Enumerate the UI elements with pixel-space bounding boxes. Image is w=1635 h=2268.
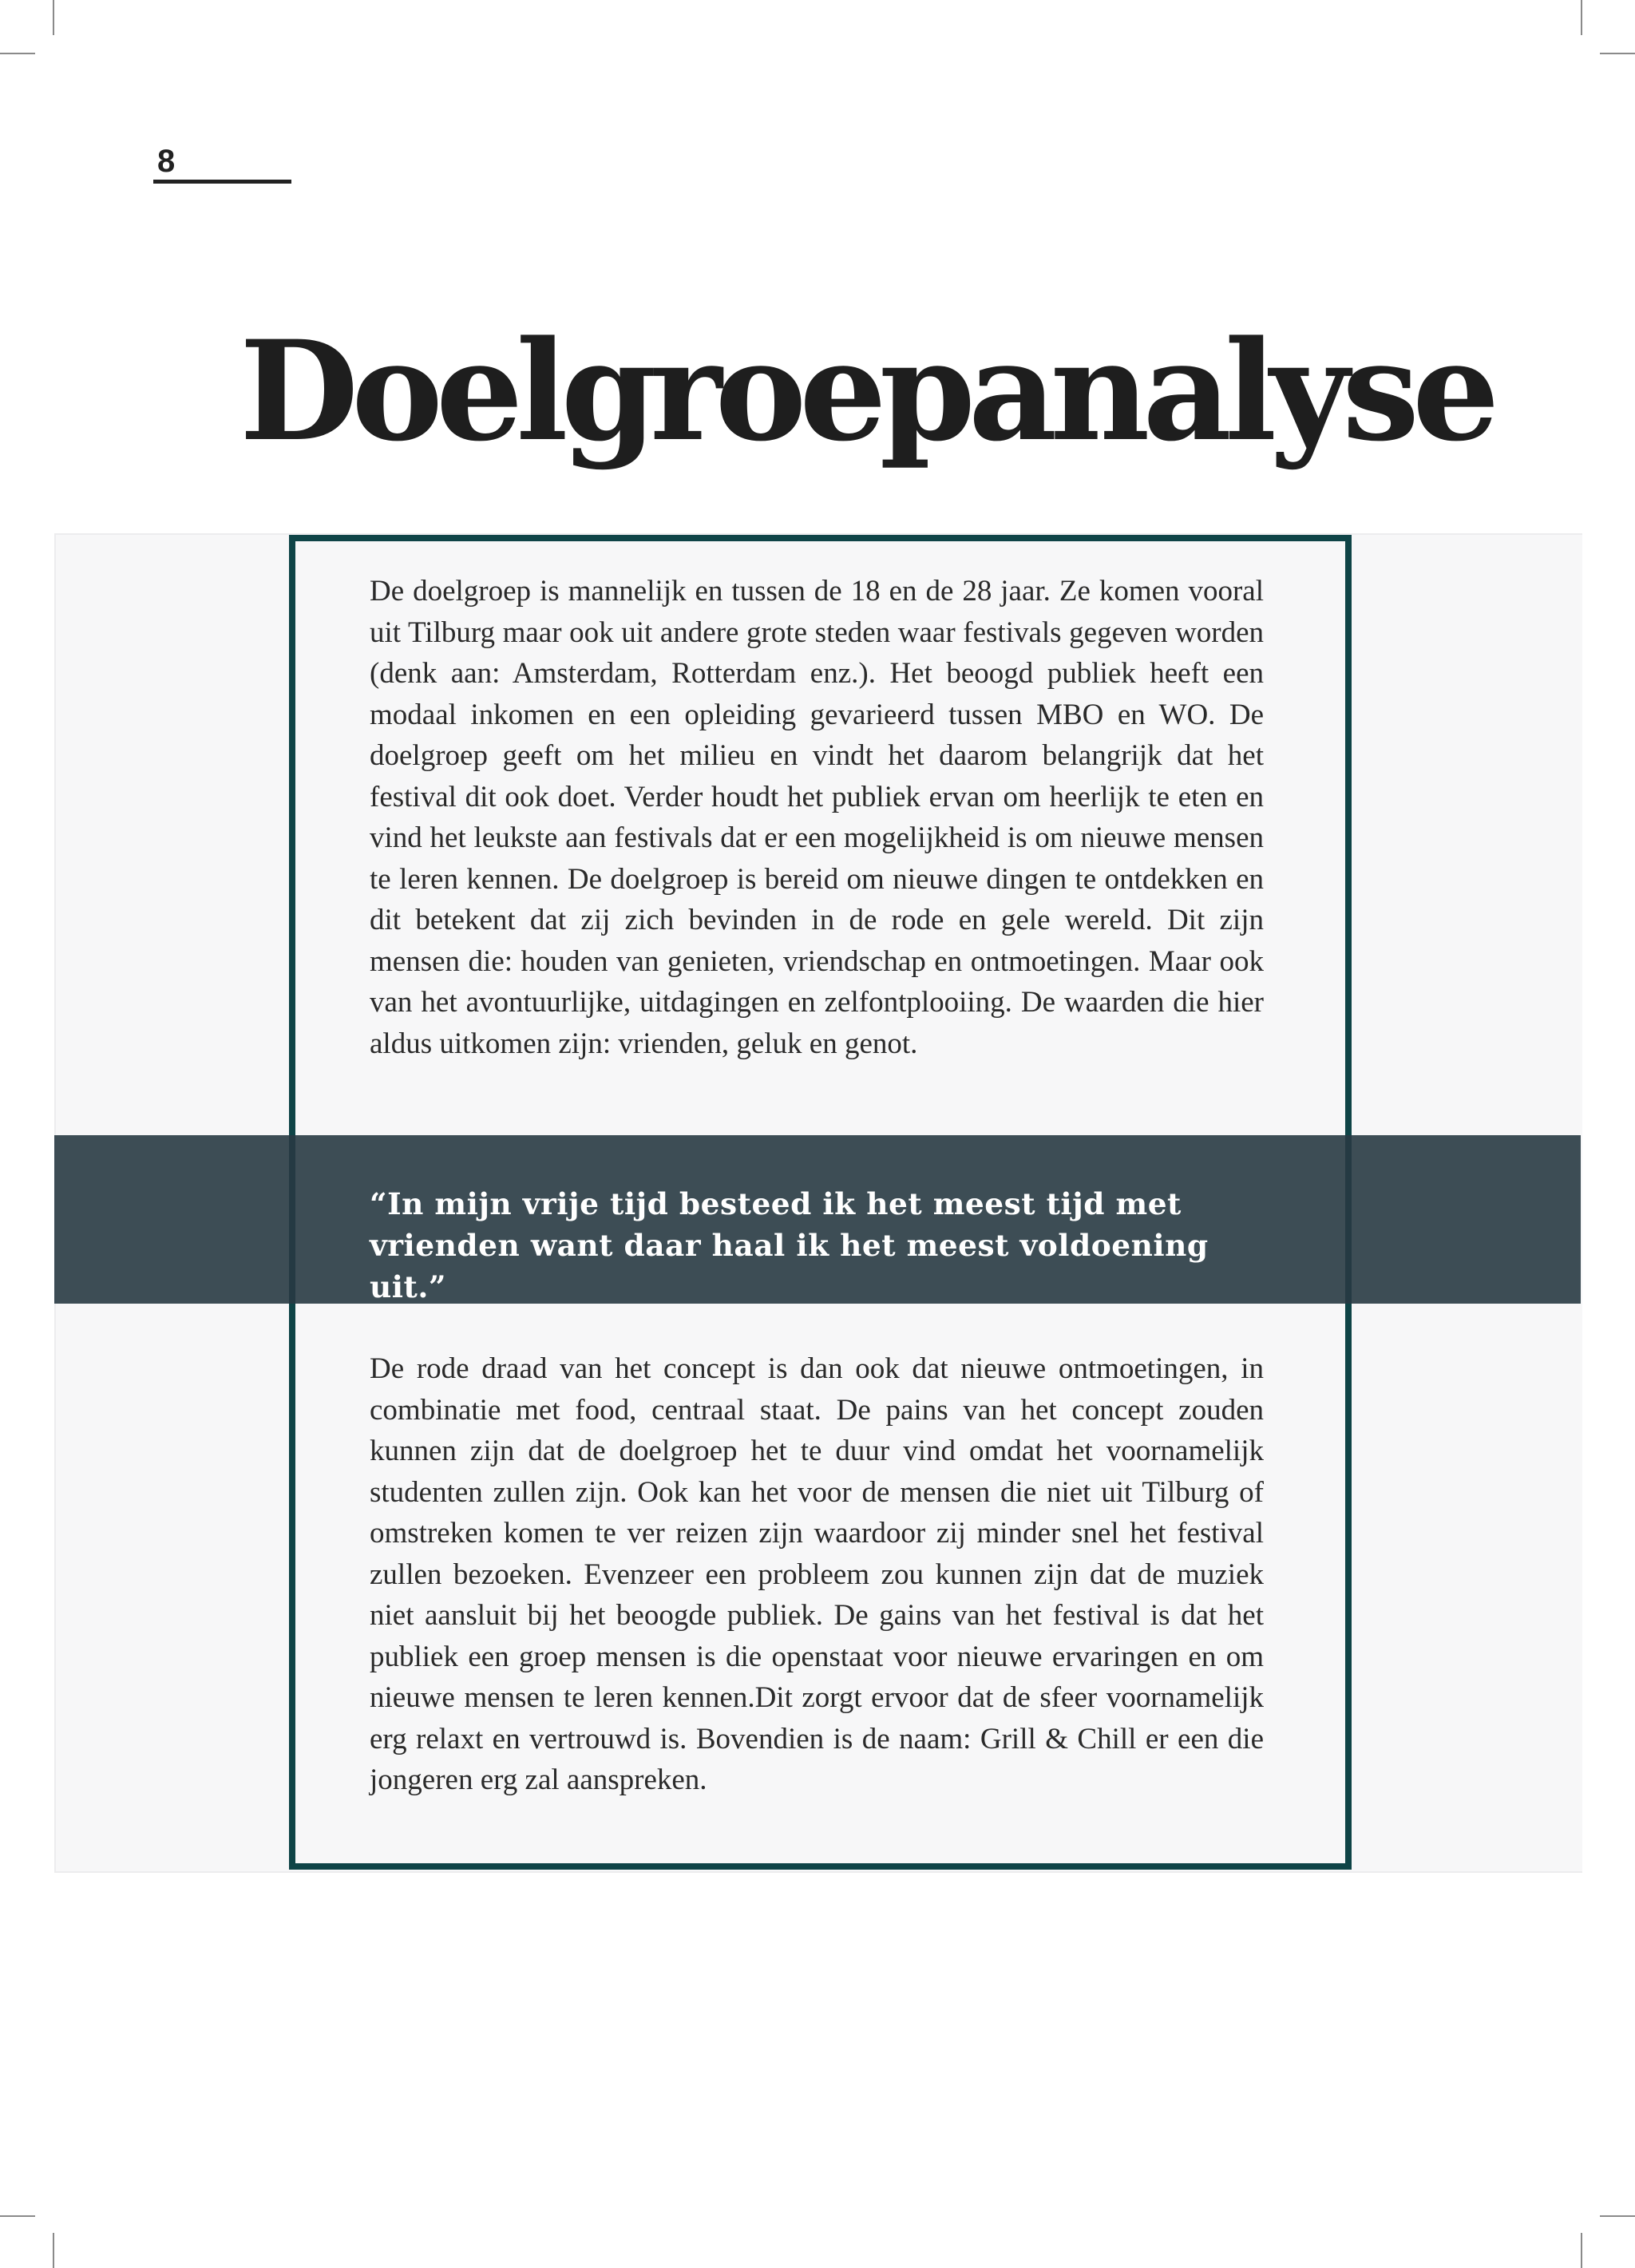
crop-mark [0, 2215, 35, 2217]
page-title: Doelgroepanalyse [240, 310, 1493, 472]
pull-quote: “In mijn vrije tijd besteed ik het meest tijd met vrienden want daar haal ik het meest voldoening uit.” [370, 1186, 1209, 1304]
page-number-rule [153, 180, 291, 184]
crop-mark [1600, 2215, 1635, 2217]
crop-mark [53, 2233, 54, 2268]
crop-mark [1581, 2233, 1582, 2268]
crop-mark [1581, 0, 1582, 35]
body-paragraph: De rode draad van het concept is dan ook dat nieuwe ontmoetingen, in combinatie met food, centraal staat. De pains van het concept zouden kunnen zijn dat de doelgroep het te duur vind omdat het voornamelijk studenten zullen zijn. Ook kan het voor de mensen die niet uit Tilburg of omstreken komen te ver reizen zijn waardoor zij minder snel het festival zullen bezoeken. Evenzeer een probleem zou kunnen zijn dat de muziek niet aansluit bij het beoogde publiek. De gains van het festival is dat het publiek een groep mensen is die openstaat voor nieuwe ervaringen en om nieuwe mensen te leren kennen.Dit zorgt ervoor dat de sfeer voornamelijk erg relaxt en vertrouwd is. Bovendien is de naam: Grill & Chill er een die jongeren erg zal aanspreken. [370, 1352, 1264, 1796]
crop-mark [1600, 53, 1635, 54]
page-number: 8 [157, 144, 176, 179]
body-paragraph: De doelgroep is mannelijk en tussen de 18 en de 28 jaar. Ze komen vooral uit Tilburg maar ook uit andere grote steden waar festivals gegeven worden (denk aan: Amsterdam, Rotterdam enz.). Het beoogd publiek heeft een modaal inkomen en een opleiding gevarieerd tussen MBO en WO. De doelgroep geeft om het milieu en vindt het daarom belangrijk dat het festival dit ook doet. Verder houdt het publiek ervan om heerlijk te eten en vind het leukste aan festivals dat er een mogelijkheid is om nieuwe mensen te leren kennen. De doelgroep is bereid om nieuwe dingen te ontdekken en dit betekent dat zij zich bevinden in de rode en gele wereld. Dit zijn mensen die: houden van genieten, vriendschap en ontmoetingen. Maar ook van het avontuurlijke, uitdagingen en zelfontplooiing. De waarden die hier aldus uitkomen zijn: vrienden, geluk en genot. [370, 575, 1264, 1060]
crop-mark [0, 53, 35, 54]
crop-mark [53, 0, 54, 35]
